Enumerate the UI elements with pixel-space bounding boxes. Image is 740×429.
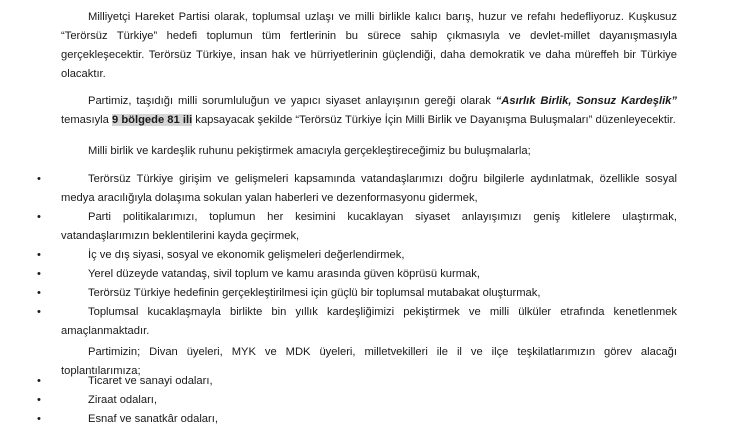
bullet-icon: • [37, 173, 41, 185]
list-item: • Esnaf ve sanatkâr odaları, [61, 410, 677, 429]
invitees-list [37, 372, 677, 429]
list-item: • Terörsüz Türkiye girişim ve gelişmeleri kapsamında vatandaşlarımızı doğru bilgilerle aydınlatmak, özellikle sosyal medya aracılığıyla dolaşıma sokulan yalan haberleri ve dezenformasyonu gidermek, [61, 170, 677, 208]
announcement-paragraph: Partimiz, taşıdığı milli sorumluluğun ve yapıcı siyaset anlayışının gereği olarak “Asırlık Birlik, Sonsuz Kardeşlik” temasıyla 9 bölgede 81 ili kapsayacak şekilde “Terörsüz Türkiye İçin Milli Birlik ve Dayanışma Buluşmaları” düzenleyecektir. [61, 95, 678, 126]
list-item: • Terörsüz Türkiye hedefinin gerçekleştirilmesi için güçlü bir toplumsal mutabakat oluşturmak, [61, 284, 677, 303]
bullet-icon: • [37, 268, 41, 280]
list-item: • Toplumsal kucaklaşmayla birlikte bin yıllık kardeşliğimizi pekiştirmek ve milli ülküler etrafında kenetlenmek amaçlanmaktadır. [61, 303, 677, 341]
list-item: • Yerel düzeyde vatandaş, sivil toplum ve kamu arasında güven köprüsü kurmak, [61, 265, 677, 284]
goals-intro-paragraph: Milli birlik ve kardeşlik ruhunu pekiştirmek amacıyla gerçekleştireceğimiz bu buluşmalarla; [88, 145, 531, 157]
bullet-icon: • [37, 211, 41, 223]
list-item: • Parti politikalarımızı, toplumun her kesimini kucaklayan siyaset anlayışımızı geniş kitlelere ulaştırmak, vatandaşlarımızın beklentilerini kayda geçirmek, [61, 208, 677, 246]
list-item: • Ticaret ve sanayi odaları, [61, 372, 677, 391]
bullet-icon: • [37, 287, 41, 299]
highlighted-text: 9 bölgede 81 ili [111, 114, 193, 126]
theme-quote: “Asırlık Birlik, Sonsuz Kardeşlik” [495, 95, 678, 107]
meetings-paragraph: Partimizin; Divan üyeleri, MYK ve MDK üyeleri, milletvekilleri ile il ve ilçe teşkilatlarımızın görev alacağı toplantılarımıza; [61, 346, 677, 377]
goals-list [37, 170, 677, 341]
intro-paragraph: Milliyetçi Hareket Partisi olarak, toplumsal uzlaşı ve milli birlikle kalıcı barış, huzur ve refahı hedefliyoruz. Kuşkusuz “Terörsüz Türkiye” hedefi toplumun tüm fertlerinin bu sürece sahip çıkmasıyla ve devlet-millet dayanışmasıyla gerçekleşecektir. Terörsüz Türkiye, insan hak ve hürriyetlerinin güçlendiği, daha demokratik ve daha müreffeh bir Türkiye olacaktır. [61, 11, 677, 80]
list-item: • İç ve dış siyasi, sosyal ve ekonomik gelişmeleri değerlendirmek, [61, 246, 677, 265]
bullet-icon: • [37, 249, 41, 261]
bullet-icon: • [37, 375, 41, 387]
bullet-icon: • [37, 394, 41, 406]
bullet-icon: • [37, 306, 41, 318]
list-item: • Ziraat odaları, [61, 391, 677, 410]
bullet-icon: • [37, 413, 41, 425]
